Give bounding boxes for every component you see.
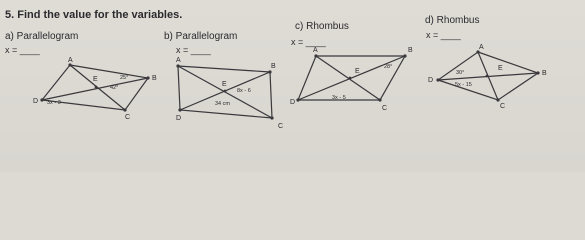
- figure-d-vertex-dots: [436, 50, 539, 101]
- figure-d-segment-5x-15: 5x - 15: [455, 82, 472, 88]
- part-c-answer: x = ____: [291, 37, 326, 47]
- figure-b-vertex-e: E: [222, 81, 227, 88]
- figure-b-vertex-d: D: [176, 115, 182, 122]
- figure-c-segment-3x-5: 3x - 5: [332, 95, 346, 101]
- figure-a-segment-3x-3: 3x - 3: [47, 100, 61, 106]
- figure-b-vertex-a: A: [176, 57, 181, 64]
- figure-c-angle-28: 28°: [384, 64, 393, 70]
- figure-b-vertex-b: B: [271, 63, 276, 70]
- figure-a-vertex-c: C: [125, 114, 131, 121]
- part-b-label: b) Parallelogram: [164, 31, 238, 42]
- figure-a-vertex-a: A: [68, 57, 73, 64]
- figure-a-angle-25: 25°: [120, 75, 129, 81]
- figure-a-vertex-b: B: [152, 75, 157, 82]
- part-b-answer: x = ____: [176, 45, 211, 55]
- figure-c-rhombus: [298, 56, 405, 100]
- figure-d-vertex-e: E: [498, 65, 503, 72]
- figure-d-vertex-a: A: [479, 44, 484, 51]
- figure-b-segment-8x-6: 8x - 6: [237, 88, 251, 94]
- part-c-label: c) Rhombus: [295, 21, 349, 32]
- figure-d-vertex-d: D: [428, 77, 434, 84]
- figure-a-vertex-e: E: [93, 76, 98, 83]
- figure-c-vertex-a: A: [313, 47, 318, 54]
- figure-c-vertex-e: E: [355, 68, 360, 75]
- figure-c-vertex-b: B: [408, 47, 413, 54]
- figure-d-vertex-b: B: [542, 70, 547, 77]
- figure-c-vertex-d: D: [290, 99, 296, 106]
- problem-title: 5. Find the value for the variables.: [5, 9, 183, 21]
- part-d-label: d) Rhombus: [425, 15, 480, 26]
- figure-b-vertex-c: C: [278, 123, 284, 130]
- figure-a-angle-42: 42°: [110, 85, 119, 91]
- figure-a-vertex-d: D: [33, 98, 39, 105]
- figure-b-segment-34cm: 34 cm: [215, 101, 230, 107]
- figure-d-vertex-c: C: [500, 103, 506, 110]
- figure-d-angle-30: 30°: [456, 70, 465, 76]
- part-a-label: a) Parallelogram: [5, 31, 79, 42]
- part-d-answer: x = ____: [426, 30, 461, 40]
- part-a-answer: x = ____: [5, 45, 40, 55]
- figure-c-vertex-c: C: [382, 105, 388, 112]
